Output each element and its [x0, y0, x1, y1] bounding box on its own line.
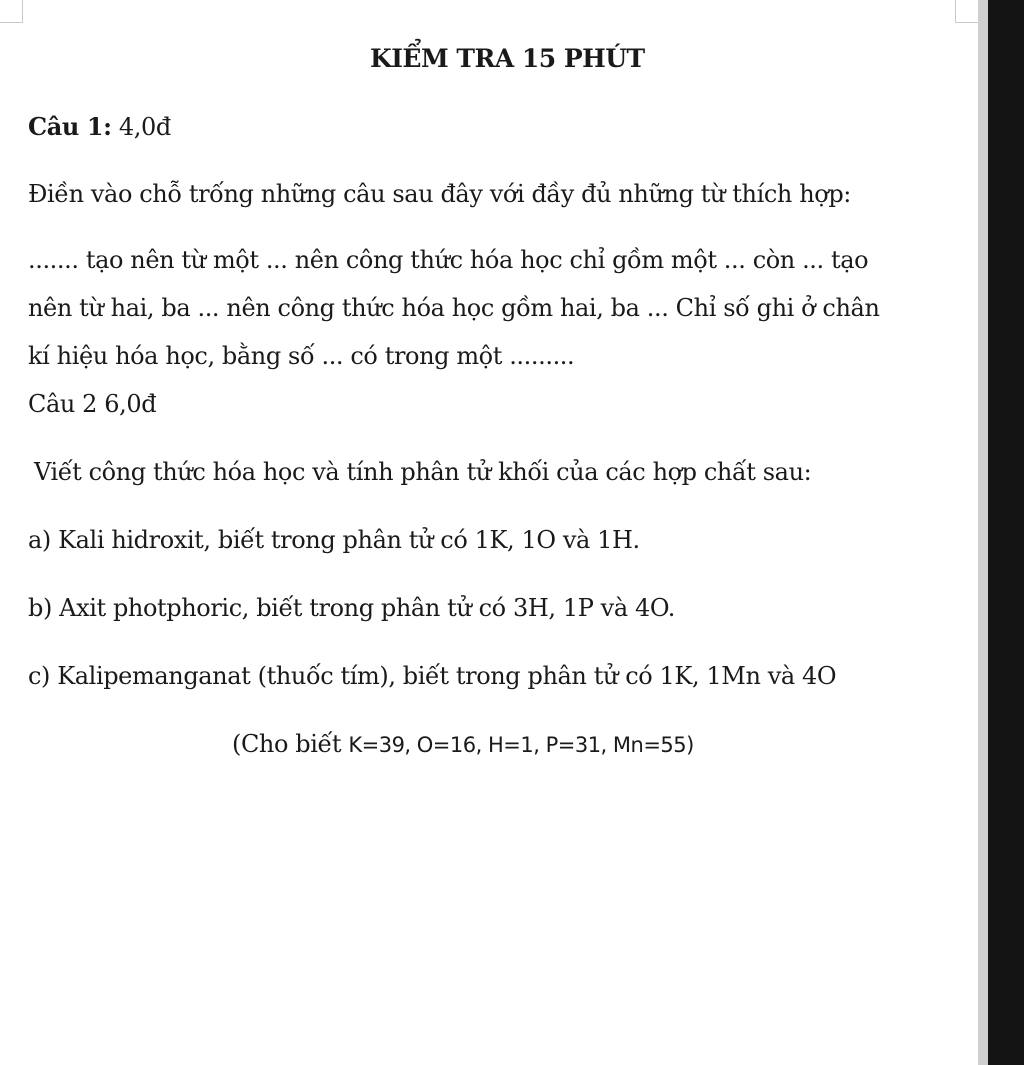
question-2-item-c: c) Kalipemanganat (thuốc tím), biết trong phân tử có 1K, 1Mn và 4O	[28, 662, 837, 690]
question-2-instruction: Viết công thức hóa học và tính phân tử khối của các hợp chất sau:	[34, 458, 812, 486]
question-1-instruction: Điền vào chỗ trống những câu sau đây với đầy đủ những từ thích hợp:	[28, 180, 851, 208]
given-values-list: K=39, O=16, H=1, P=31, Mn=55)	[348, 733, 694, 757]
question-1-heading	[28, 112, 171, 141]
given-values-note	[232, 730, 694, 758]
question-2-heading: Câu 2 6,0đ	[28, 390, 157, 418]
question-1-text-line-2: nên từ hai, ba ... nên công thức hóa học gồm hai, ba ... Chỉ số ghi ở chân	[28, 294, 880, 322]
scrollbar-edge	[978, 0, 988, 1065]
page-corner-marker-right	[955, 0, 978, 23]
page-corner-marker-left	[0, 0, 23, 23]
question-1-points: 4,0đ	[118, 113, 171, 141]
question-1-label: Câu 1:	[28, 112, 112, 141]
question-2-item-a: a) Kali hidroxit, biết trong phân tử có 1K, 1O và 1H.	[28, 526, 640, 554]
given-values-prefix: (Cho biết	[232, 730, 349, 758]
scrollbar-thumb[interactable]	[988, 0, 1024, 1065]
question-1-text-line-3: kí hiệu hóa học, bằng số ... có trong một .........	[28, 342, 575, 370]
question-2-item-b: b) Axit photphoric, biết trong phân tử có 3H, 1P và 4O.	[28, 594, 675, 622]
page-title: KIỂM TRA 15 PHÚT	[370, 44, 645, 73]
question-1-text-line-1: ....... tạo nên từ một ... nên công thức hóa học chỉ gồm một ... còn ... tạo	[28, 246, 869, 274]
